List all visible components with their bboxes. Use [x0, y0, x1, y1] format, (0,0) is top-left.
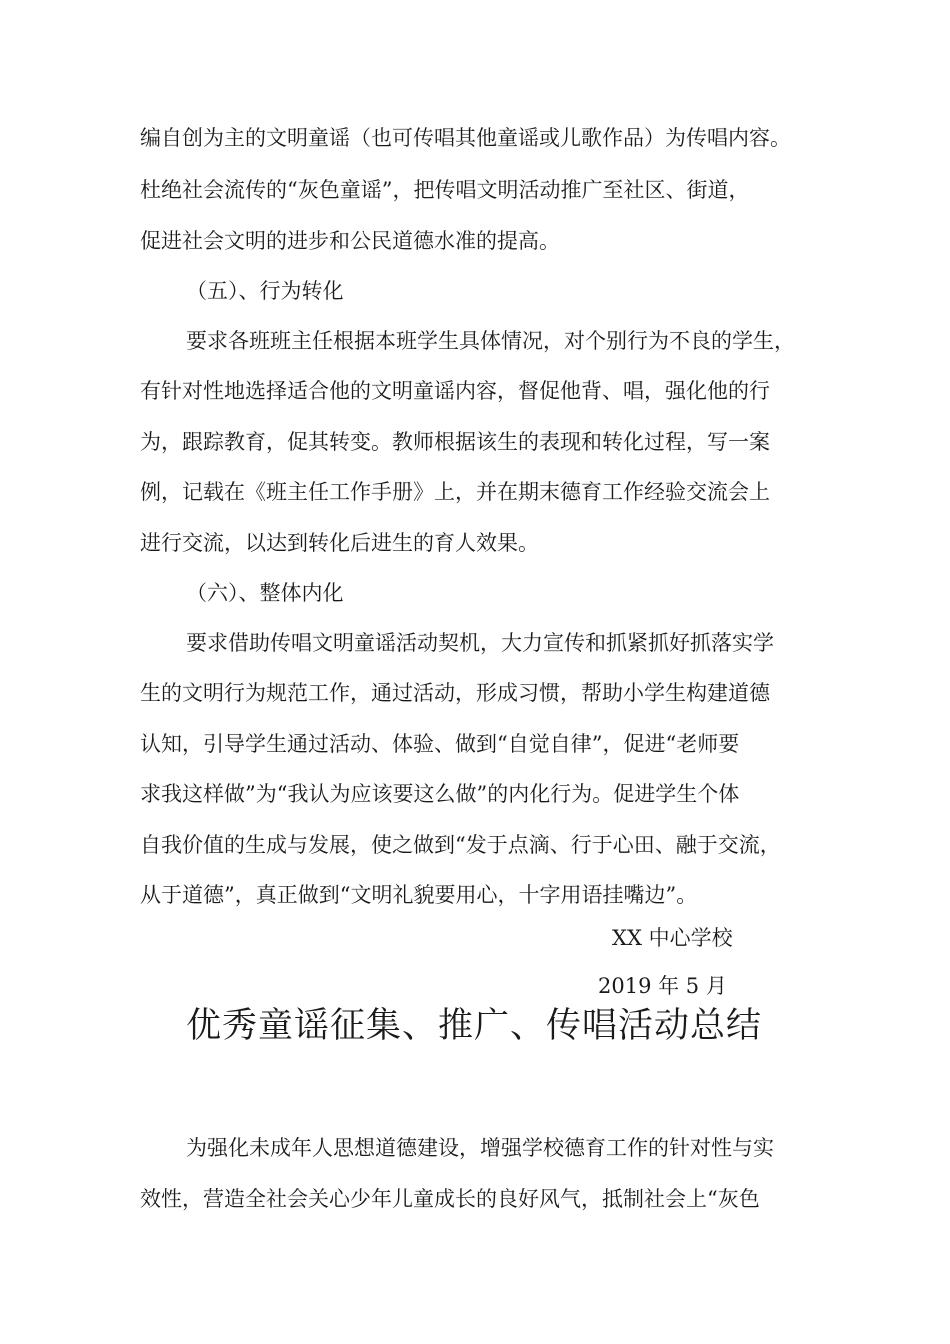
signature-school: XX 中心学校 — [612, 926, 733, 950]
paragraph-line: 认知，引导学生通过活动、体验、做到“自觉自律”，促进“老师要 — [140, 732, 740, 756]
paragraph-line: 为强化未成年人思想道德建设，增强学校德育工作的针对性与实 — [186, 1136, 774, 1160]
paragraph-line: 进行交流，以达到转化后进生的育人效果。 — [140, 531, 539, 555]
paragraph-line: 编自创为主的文明童谣（也可传唱其他童谣或儿歌作品）为传唱内容。 — [140, 126, 791, 150]
paragraph-line: 为，跟踪教育，促其转变。教师根据该生的表现和转化过程，写一案 — [140, 430, 770, 454]
paragraph-line: 例，记载在《班主任工作手册》上，并在期末德育工作经验交流会上 — [140, 480, 770, 504]
paragraph-line: 促进社会文明的进步和公民道德水准的提高。 — [140, 229, 560, 253]
paragraph-line: 要求各班班主任根据本班学生具体情况，对个别行为不良的学生， — [186, 329, 795, 353]
paragraph-line: 效性，营造全社会关心少年儿童成长的良好风气，抵制社会上“灰色 — [140, 1187, 760, 1211]
paragraph-line: 从于道德”，真正做到“文明礼貌要用心，十字用语挂嘴边”。 — [140, 883, 698, 907]
section-heading-behavior: （五）、行为转化 — [186, 279, 344, 303]
document-title: 优秀童谣征集、推广、传唱活动总结 — [186, 1006, 763, 1046]
paragraph-line: 杜绝社会流传的“灰色童谣”，把传唱文明活动推广至社区、街道， — [140, 178, 750, 202]
paragraph-line: 生的文明行为规范工作，通过活动，形成习惯，帮助小学生构建道德 — [140, 681, 770, 705]
paragraph-line: 自我价值的生成与发展，使之做到“发于点滴、行于心田、融于交流， — [140, 833, 781, 857]
paragraph-line: 有针对性地选择适合他的文明童谣内容，督促他背、唱，强化他的行 — [140, 379, 770, 403]
paragraph-line: 求我这样做”为“我认为应该要这么做”的内化行为。促进学生个体 — [140, 782, 740, 806]
paragraph-line: 要求借助传唱文明童谣活动契机，大力宣传和抓紧抓好抓落实学 — [186, 631, 774, 655]
section-heading-internalize: （六）、整体内化 — [186, 581, 344, 605]
signature-date: 2019 年 5 月 — [598, 974, 727, 998]
